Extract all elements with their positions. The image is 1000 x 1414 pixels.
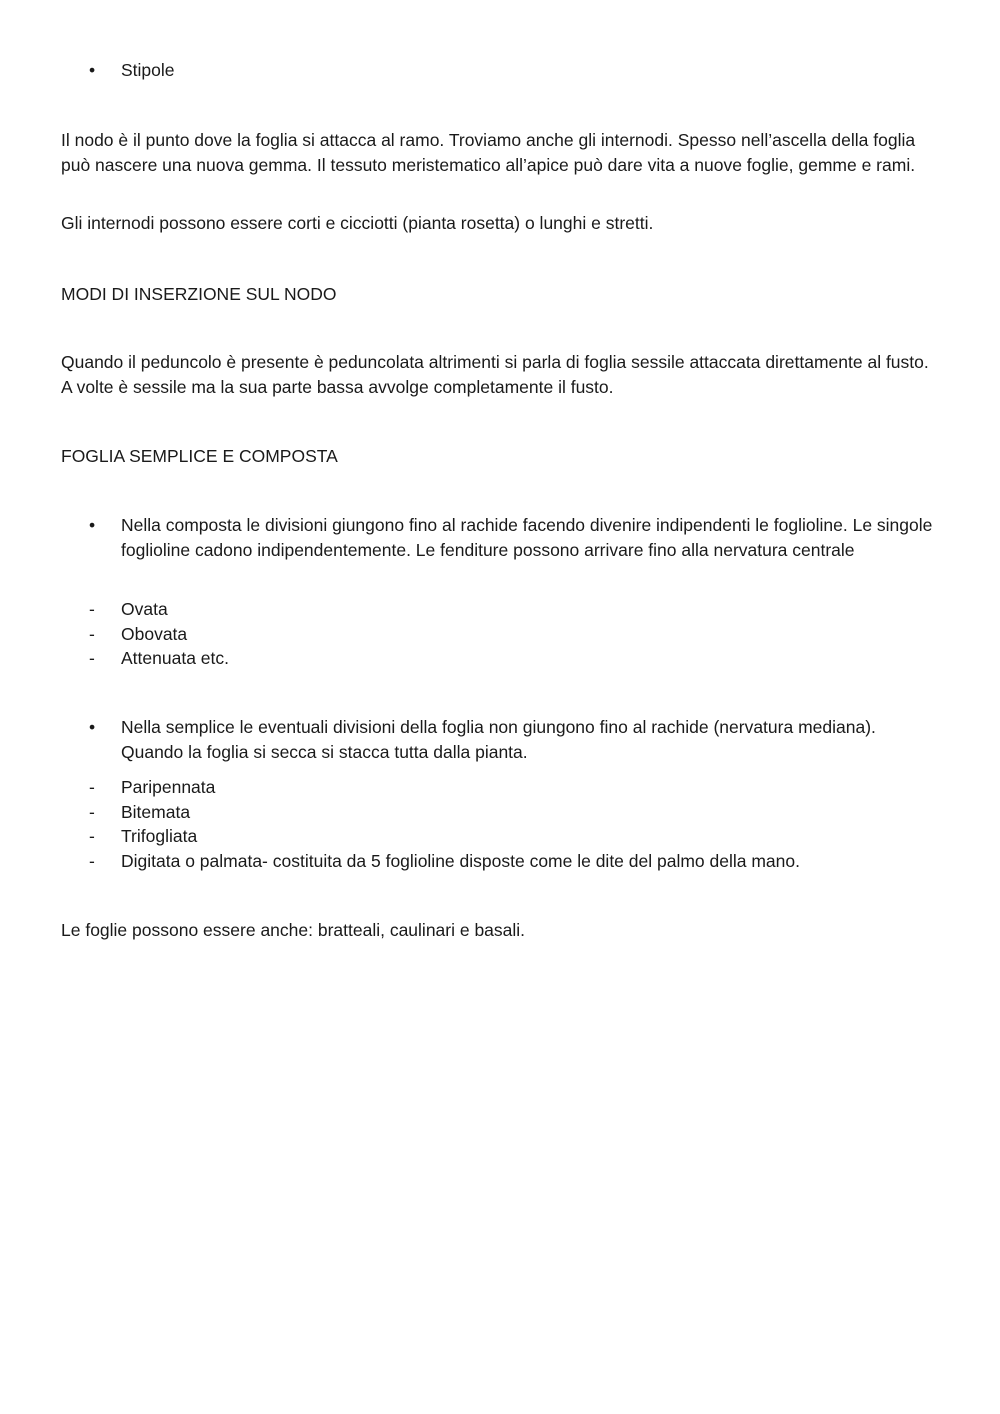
sub-item-text: Paripennata <box>121 777 216 797</box>
paragraph-nodo: Il nodo è il punto dove la foglia si attacca al ramo. Troviamo anche gli internodi. Spesso nell’ascella della foglia può nascere una nuova gemma. Il tessuto meristematico all’apice può dare vita a nuove foglie, gemme e rami. <box>61 130 916 175</box>
paragraph-peduncolo: Quando il peduncolo è presente è peduncolata altrimenti si parla di foglia sessile attaccata direttamente al fusto. A volte è sessile ma la sua parte bassa avvolge completamente il fusto. <box>61 352 929 397</box>
list-item-stipole <box>61 58 941 83</box>
list-item-composta <box>61 513 941 562</box>
sub-item-text: Attenuata etc. <box>121 648 229 668</box>
list-item-text: Stipole <box>121 60 175 80</box>
sub-item-trifogliata <box>61 824 941 849</box>
sub-item-ovata <box>61 597 941 622</box>
list-item-text: Nella semplice le eventuali divisioni della foglia non giungono fino al rachide (nervatura mediana). Quando la foglia si secca si stacca tutta dalla pianta. <box>121 717 876 762</box>
sub-item-paripennata <box>61 775 941 800</box>
sub-item-bitemata <box>61 800 941 825</box>
section-heading-foglia: FOGLIA SEMPLICE E COMPOSTA <box>61 446 338 466</box>
paragraph-internodi: Gli internodi possono essere corti e cicciotti (pianta rosetta) o lunghi e stretti. <box>61 213 654 233</box>
section-heading-modi: MODI DI INSERZIONE SUL NODO <box>61 284 337 304</box>
sub-item-attenuata <box>61 646 941 671</box>
sub-item-digitata <box>61 849 941 874</box>
bullet-mark: • <box>89 60 96 80</box>
sub-item-obovata <box>61 622 941 647</box>
dash-mark: - <box>89 826 95 846</box>
list-item-semplice <box>61 715 941 764</box>
dash-mark: - <box>89 851 95 871</box>
dash-mark: - <box>89 624 95 644</box>
sub-item-text: Digitata o palmata- costituita da 5 foglioline disposte come le dite del palmo della mano. <box>121 851 800 871</box>
dash-mark: - <box>89 599 95 619</box>
dash-mark: - <box>89 777 95 797</box>
sub-item-text: Bitemata <box>121 802 191 822</box>
bullet-mark: • <box>89 717 96 737</box>
dash-mark: - <box>89 802 95 822</box>
bullet-mark: • <box>89 515 96 535</box>
dash-mark: - <box>89 648 95 668</box>
sub-item-text: Trifogliata <box>121 826 198 846</box>
list-item-text: Nella composta le divisioni giungono fino al rachide facendo divenire indipendenti le foglioline. Le singole foglioline cadono indipendentemente. Le fenditure possono arrivare fino alla nervatura centrale <box>121 515 933 560</box>
paragraph-closing: Le foglie possono essere anche: bratteali, caulinari e basali. <box>61 920 526 940</box>
sub-item-text: Ovata <box>121 599 168 619</box>
sub-item-text: Obovata <box>121 624 188 644</box>
